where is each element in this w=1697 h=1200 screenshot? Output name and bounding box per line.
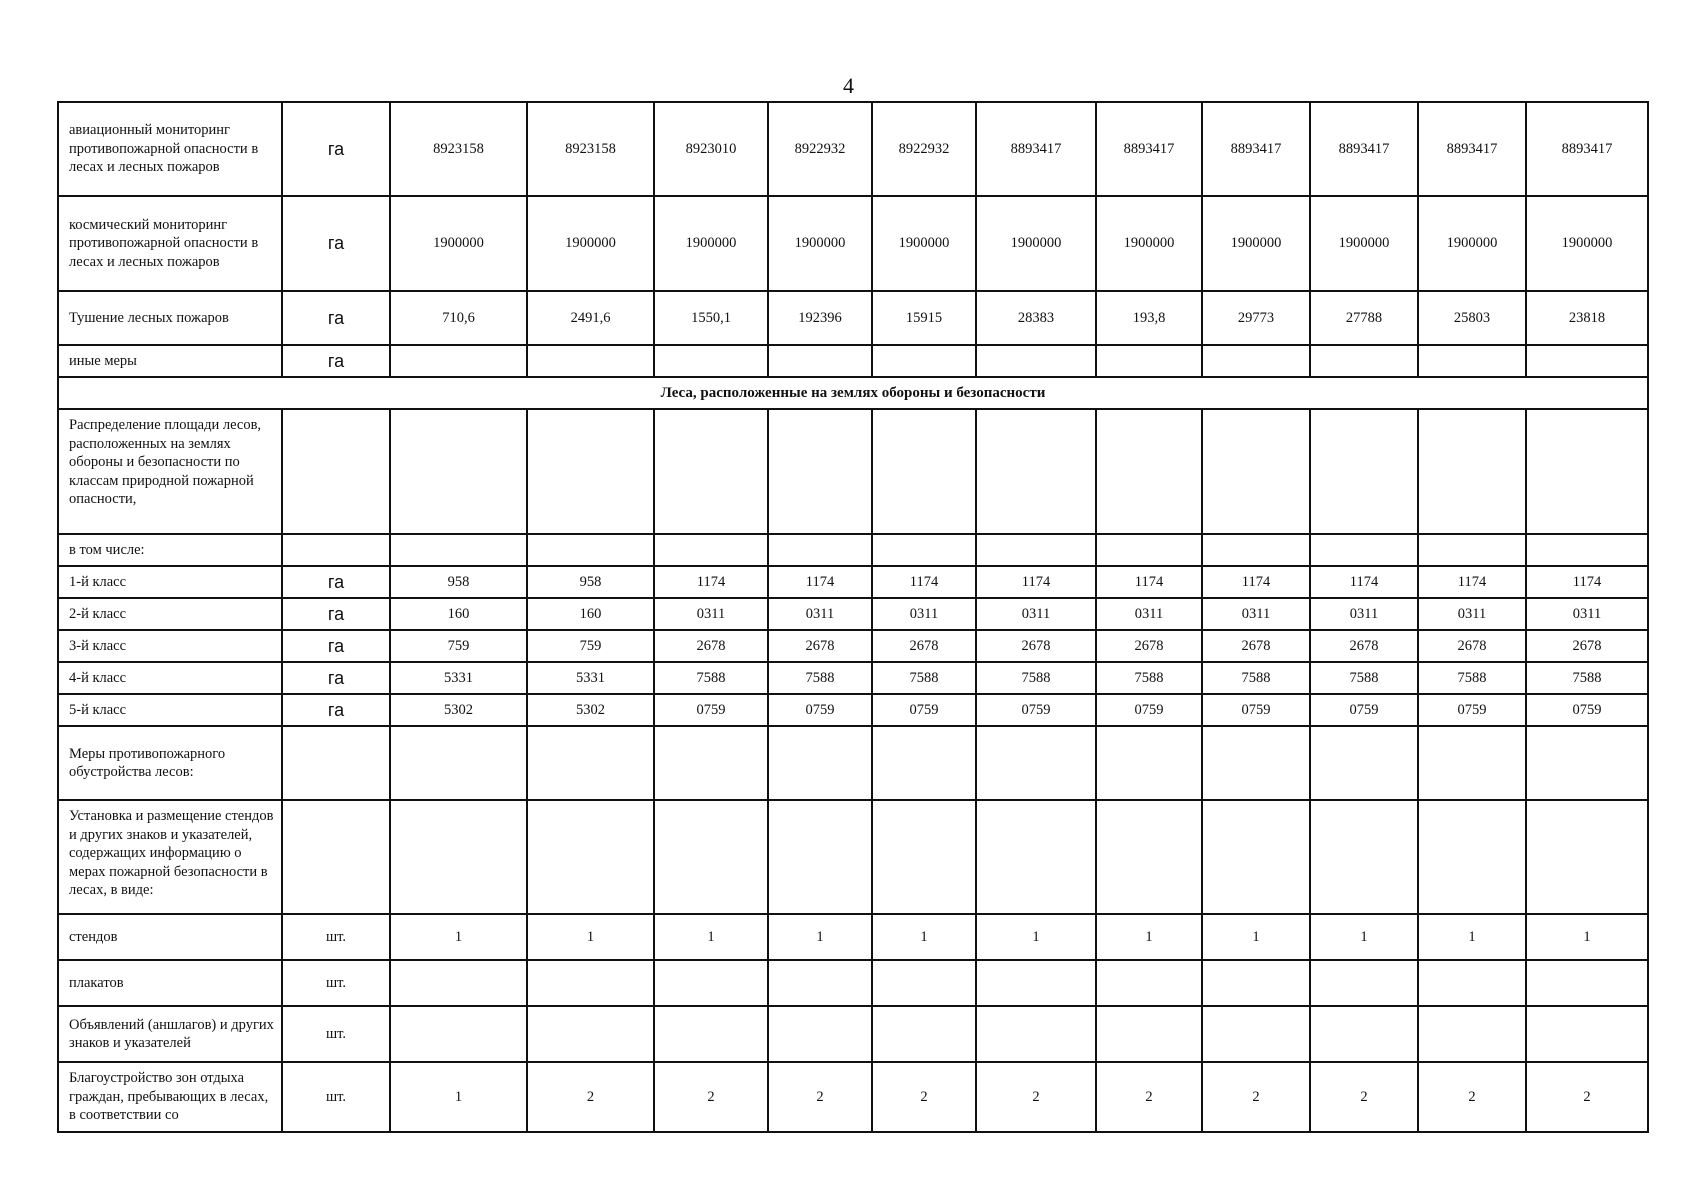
value-cell — [1310, 960, 1418, 1006]
value-cell — [1526, 800, 1648, 914]
value-cell: 1 — [768, 914, 872, 960]
value-cell: 1 — [527, 914, 654, 960]
row-label: 2-й класс — [58, 598, 282, 630]
value-cell: 1900000 — [390, 196, 527, 291]
table-row — [58, 662, 1648, 694]
value-cell: 1 — [1096, 914, 1202, 960]
table-row — [58, 534, 1648, 566]
value-cell: 2 — [1526, 1062, 1648, 1132]
value-cell: 1 — [1310, 914, 1418, 960]
value-cell — [390, 960, 527, 1006]
value-cell — [654, 534, 768, 566]
value-cell: 2 — [1310, 1062, 1418, 1132]
table-row — [58, 726, 1648, 800]
value-cell: 7588 — [872, 662, 976, 694]
value-cell: 2678 — [1202, 630, 1310, 662]
value-cell — [390, 800, 527, 914]
value-cell: 7588 — [1526, 662, 1648, 694]
table-row — [58, 1062, 1648, 1132]
value-cell: 0759 — [1418, 694, 1526, 726]
value-cell — [1526, 409, 1648, 534]
value-cell: 8893417 — [976, 102, 1096, 196]
value-cell: 1174 — [1096, 566, 1202, 598]
value-cell: 8923010 — [654, 102, 768, 196]
value-cell: 1900000 — [1096, 196, 1202, 291]
value-cell: 2 — [527, 1062, 654, 1132]
value-cell: 2678 — [654, 630, 768, 662]
value-cell — [390, 534, 527, 566]
value-cell — [768, 800, 872, 914]
value-cell: 0311 — [1202, 598, 1310, 630]
row-label: авиационный мониторинг противопожарной опасности в лесах и лесных пожаров — [58, 102, 282, 196]
value-cell: 2678 — [872, 630, 976, 662]
value-cell — [872, 726, 976, 800]
value-cell: 2 — [1202, 1062, 1310, 1132]
value-cell: 7588 — [654, 662, 768, 694]
value-cell — [768, 726, 872, 800]
value-cell — [768, 534, 872, 566]
table-row — [58, 960, 1648, 1006]
value-cell — [654, 345, 768, 377]
value-cell: 1 — [872, 914, 976, 960]
value-cell — [527, 345, 654, 377]
value-cell: 8893417 — [1526, 102, 1648, 196]
value-cell: 5331 — [527, 662, 654, 694]
value-cell: 759 — [390, 630, 527, 662]
value-cell: 1900000 — [1310, 196, 1418, 291]
value-cell: 15915 — [872, 291, 976, 345]
value-cell: 0759 — [1526, 694, 1648, 726]
value-cell — [1418, 534, 1526, 566]
value-cell — [527, 534, 654, 566]
value-cell: 1 — [976, 914, 1096, 960]
value-cell: 2 — [768, 1062, 872, 1132]
value-cell: 0759 — [872, 694, 976, 726]
value-cell — [654, 800, 768, 914]
row-label: 5-й класс — [58, 694, 282, 726]
value-cell: 1900000 — [768, 196, 872, 291]
table-row — [58, 409, 1648, 534]
value-cell — [1202, 726, 1310, 800]
value-cell: 5331 — [390, 662, 527, 694]
value-cell — [527, 960, 654, 1006]
unit-cell: га — [282, 598, 390, 630]
row-label: Объявлений (аншлагов) и других знаков и указателей — [58, 1006, 282, 1062]
value-cell: 2678 — [1526, 630, 1648, 662]
table-row — [58, 291, 1648, 345]
value-cell — [976, 345, 1096, 377]
value-cell — [1202, 1006, 1310, 1062]
value-cell — [1526, 1006, 1648, 1062]
value-cell: 1900000 — [527, 196, 654, 291]
value-cell: 2 — [872, 1062, 976, 1132]
unit-cell: га — [282, 630, 390, 662]
value-cell: 0759 — [1096, 694, 1202, 726]
value-cell — [976, 960, 1096, 1006]
value-cell — [872, 1006, 976, 1062]
row-label: 4-й класс — [58, 662, 282, 694]
unit-cell: га — [282, 345, 390, 377]
value-cell — [390, 1006, 527, 1062]
value-cell: 5302 — [390, 694, 527, 726]
value-cell — [768, 345, 872, 377]
value-cell: 1174 — [976, 566, 1096, 598]
value-cell: 8893417 — [1310, 102, 1418, 196]
value-cell — [768, 960, 872, 1006]
unit-cell: га — [282, 566, 390, 598]
value-cell — [1526, 345, 1648, 377]
value-cell: 1174 — [768, 566, 872, 598]
unit-cell — [282, 800, 390, 914]
row-label: Распределение площади лесов, расположенных на землях обороны и безопасности по классам природной пожарной опасности, — [58, 409, 282, 534]
value-cell — [976, 534, 1096, 566]
value-cell — [768, 1006, 872, 1062]
value-cell: 0759 — [654, 694, 768, 726]
value-cell: 8922932 — [768, 102, 872, 196]
value-cell — [527, 800, 654, 914]
value-cell: 7588 — [1096, 662, 1202, 694]
value-cell: 710,6 — [390, 291, 527, 345]
value-cell — [1202, 800, 1310, 914]
value-cell — [1418, 726, 1526, 800]
section-title: Леса, расположенные на землях обороны и безопасности — [58, 377, 1648, 409]
row-label: плакатов — [58, 960, 282, 1006]
row-label: стендов — [58, 914, 282, 960]
value-cell: 2678 — [768, 630, 872, 662]
value-cell: 7588 — [976, 662, 1096, 694]
value-cell — [527, 1006, 654, 1062]
value-cell: 0759 — [1310, 694, 1418, 726]
value-cell — [976, 726, 1096, 800]
value-cell — [654, 1006, 768, 1062]
unit-cell — [282, 534, 390, 566]
value-cell: 0311 — [768, 598, 872, 630]
value-cell: 8923158 — [390, 102, 527, 196]
value-cell: 1900000 — [1202, 196, 1310, 291]
value-cell: 0759 — [768, 694, 872, 726]
value-cell: 1 — [1526, 914, 1648, 960]
table-row — [58, 800, 1648, 914]
fire-safety-table — [57, 101, 1649, 1133]
table-row — [58, 566, 1648, 598]
value-cell — [1096, 534, 1202, 566]
unit-cell: га — [282, 694, 390, 726]
value-cell: 0311 — [976, 598, 1096, 630]
value-cell: 0759 — [976, 694, 1096, 726]
value-cell: 0759 — [1202, 694, 1310, 726]
value-cell — [1096, 345, 1202, 377]
value-cell — [1310, 800, 1418, 914]
value-cell: 1174 — [1310, 566, 1418, 598]
value-cell — [654, 409, 768, 534]
value-cell — [872, 800, 976, 914]
unit-cell: га — [282, 291, 390, 345]
value-cell — [768, 409, 872, 534]
value-cell — [1096, 1006, 1202, 1062]
value-cell — [390, 345, 527, 377]
value-cell — [1418, 345, 1526, 377]
value-cell: 1 — [390, 1062, 527, 1132]
value-cell: 23818 — [1526, 291, 1648, 345]
page-number: 4 — [843, 73, 854, 98]
value-cell — [976, 409, 1096, 534]
value-cell — [1202, 960, 1310, 1006]
value-cell: 759 — [527, 630, 654, 662]
value-cell — [872, 960, 976, 1006]
value-cell — [654, 726, 768, 800]
row-label: Меры противопожарного обустройства лесов: — [58, 726, 282, 800]
value-cell: 25803 — [1418, 291, 1526, 345]
row-label: Благоустройство зон отдыха граждан, пребывающих в лесах, в соответствии со — [58, 1062, 282, 1132]
table-row — [58, 914, 1648, 960]
value-cell — [872, 345, 976, 377]
row-label: 1-й класс — [58, 566, 282, 598]
value-cell — [1310, 409, 1418, 534]
value-cell: 2 — [1418, 1062, 1526, 1132]
unit-cell: шт. — [282, 914, 390, 960]
value-cell — [1310, 534, 1418, 566]
row-label: космический мониторинг противопожарной опасности в лесах и лесных пожаров — [58, 196, 282, 291]
table-row — [58, 694, 1648, 726]
value-cell: 8923158 — [527, 102, 654, 196]
value-cell — [872, 409, 976, 534]
unit-cell — [282, 726, 390, 800]
unit-cell: га — [282, 662, 390, 694]
table-row — [58, 630, 1648, 662]
value-cell — [654, 960, 768, 1006]
row-label: 3-й класс — [58, 630, 282, 662]
value-cell: 0311 — [1096, 598, 1202, 630]
value-cell — [1526, 534, 1648, 566]
value-cell: 28383 — [976, 291, 1096, 345]
value-cell — [1418, 409, 1526, 534]
value-cell: 1550,1 — [654, 291, 768, 345]
value-cell — [1418, 960, 1526, 1006]
value-cell: 7588 — [768, 662, 872, 694]
value-cell: 1174 — [1202, 566, 1310, 598]
value-cell — [1418, 800, 1526, 914]
value-cell — [1096, 409, 1202, 534]
value-cell: 1900000 — [872, 196, 976, 291]
row-label: в том числе: — [58, 534, 282, 566]
value-cell: 1900000 — [976, 196, 1096, 291]
value-cell — [527, 726, 654, 800]
value-cell: 7588 — [1310, 662, 1418, 694]
value-cell: 8893417 — [1418, 102, 1526, 196]
value-cell — [1202, 345, 1310, 377]
value-cell — [1096, 800, 1202, 914]
value-cell: 2491,6 — [527, 291, 654, 345]
value-cell: 1900000 — [654, 196, 768, 291]
value-cell: 7588 — [1202, 662, 1310, 694]
value-cell — [1202, 409, 1310, 534]
row-label: Установка и размещение стендов и других знаков и указателей, содержащих информацию о мерах пожарной безопасности в лесах, в виде: — [58, 800, 282, 914]
value-cell: 192396 — [768, 291, 872, 345]
value-cell: 193,8 — [1096, 291, 1202, 345]
value-cell: 1 — [1202, 914, 1310, 960]
value-cell: 29773 — [1202, 291, 1310, 345]
value-cell: 8922932 — [872, 102, 976, 196]
value-cell: 1174 — [654, 566, 768, 598]
value-cell — [390, 726, 527, 800]
value-cell: 0311 — [1310, 598, 1418, 630]
value-cell: 1 — [1418, 914, 1526, 960]
table-row — [58, 1006, 1648, 1062]
value-cell — [872, 534, 976, 566]
value-cell — [527, 409, 654, 534]
value-cell: 2678 — [1310, 630, 1418, 662]
unit-cell — [282, 409, 390, 534]
value-cell — [976, 1006, 1096, 1062]
value-cell: 0311 — [654, 598, 768, 630]
value-cell: 958 — [390, 566, 527, 598]
value-cell: 2 — [976, 1062, 1096, 1132]
value-cell: 7588 — [1418, 662, 1526, 694]
value-cell — [1310, 726, 1418, 800]
value-cell — [1202, 534, 1310, 566]
value-cell — [390, 409, 527, 534]
value-cell: 8893417 — [1202, 102, 1310, 196]
table-row — [58, 598, 1648, 630]
value-cell — [1310, 345, 1418, 377]
value-cell: 2678 — [1418, 630, 1526, 662]
value-cell — [1096, 960, 1202, 1006]
value-cell: 958 — [527, 566, 654, 598]
value-cell — [1526, 960, 1648, 1006]
table-row — [58, 345, 1648, 377]
value-cell: 0311 — [1418, 598, 1526, 630]
value-cell: 0311 — [1526, 598, 1648, 630]
value-cell: 2 — [1096, 1062, 1202, 1132]
table-row — [58, 196, 1648, 291]
value-cell: 1 — [654, 914, 768, 960]
value-cell: 1174 — [1418, 566, 1526, 598]
value-cell — [1418, 1006, 1526, 1062]
value-cell: 27788 — [1310, 291, 1418, 345]
row-label: Тушение лесных пожаров — [58, 291, 282, 345]
value-cell: 2 — [654, 1062, 768, 1132]
value-cell: 1174 — [872, 566, 976, 598]
value-cell: 2678 — [1096, 630, 1202, 662]
value-cell: 2678 — [976, 630, 1096, 662]
section-row — [58, 377, 1648, 409]
value-cell: 1900000 — [1526, 196, 1648, 291]
value-cell: 1900000 — [1418, 196, 1526, 291]
value-cell: 1 — [390, 914, 527, 960]
unit-cell: шт. — [282, 960, 390, 1006]
value-cell: 160 — [527, 598, 654, 630]
value-cell: 5302 — [527, 694, 654, 726]
value-cell — [1526, 726, 1648, 800]
value-cell — [976, 800, 1096, 914]
unit-cell: га — [282, 196, 390, 291]
value-cell: 0311 — [872, 598, 976, 630]
unit-cell: га — [282, 102, 390, 196]
value-cell — [1096, 726, 1202, 800]
value-cell: 8893417 — [1096, 102, 1202, 196]
value-cell: 160 — [390, 598, 527, 630]
value-cell: 1174 — [1526, 566, 1648, 598]
unit-cell: шт. — [282, 1062, 390, 1132]
unit-cell: шт. — [282, 1006, 390, 1062]
row-label: иные меры — [58, 345, 282, 377]
table-row — [58, 102, 1648, 196]
value-cell — [1310, 1006, 1418, 1062]
